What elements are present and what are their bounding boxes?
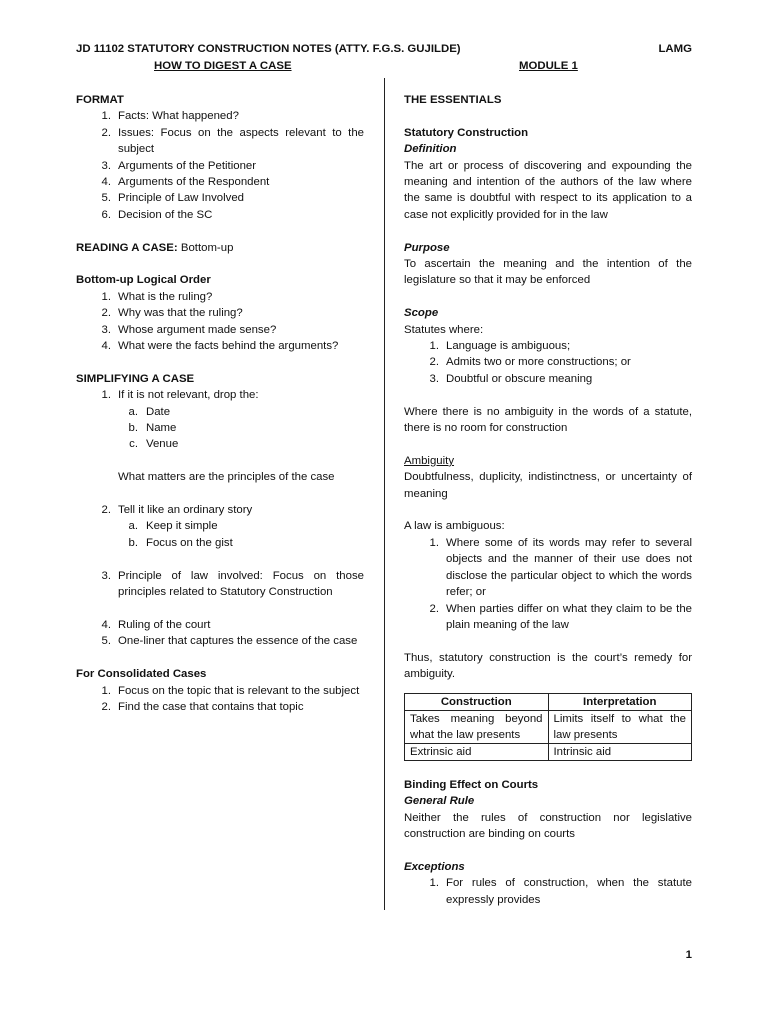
list-item: 6. Decision of the SC [101,208,213,221]
list-item: 4. What were the facts behind the arguments? [101,340,339,353]
definition-text: The art or process of discovering and expounding the meaning and intention of the authors of the law where the same is doubtful with respect to its application to a case not explicitly provided for in the law [404,159,692,221]
format-list [76,108,364,223]
list-item: 4. Ruling of the court [101,618,211,631]
purpose-text: To ascertain the meaning and the intention of the legislature so that it may be enforced [404,258,692,287]
list-item: 5. Principle of Law Involved [101,192,244,205]
no-ambiguity-text: Where there is no ambiguity in the words of a statute, there is no room for construction [404,405,692,435]
sub-list-item: b. Name [128,422,177,435]
list-item: 3. Principle of law involved: Focus on those principles related to Statutory Construction [101,569,364,599]
table-row [405,710,692,743]
ambiguity-heading: Ambiguity [404,454,455,467]
list-item: 4. Arguments of the Respondent [101,176,270,189]
table-cell: Takes meaning beyond what the law presents [405,710,549,743]
bottom-up-list [76,289,364,355]
scope-heading: Scope [404,307,439,320]
right-column-title: MODULE 1 [519,60,578,72]
list-item: 2. Why was that the ruling? [101,307,243,320]
list-item: 1. Facts: What happened? [101,110,239,123]
general-rule-text: Neither the rules of construction nor legislative construction are binding on courts [404,811,692,841]
general-rule-heading: General Rule [404,795,475,808]
sub-list-item: a. Keep it simple [128,520,218,533]
list-item: 1. If it is not relevant, drop the: [101,389,259,402]
list-item: 2. When parties differ on what they claim to be the plain meaning of the law [429,602,692,631]
list-item: 3. Whose argument made sense? [101,323,277,336]
left-column [76,92,364,715]
table-cell: Intrinsic aid [548,743,692,760]
list-item: 1. What is the ruling? [101,290,213,303]
essentials-heading: THE ESSENTIALS [404,94,502,106]
simplifying-list [76,387,364,649]
ambiguity-text: Doubtfulness, duplicity, indistinctness, or uncertainty of meaning [404,471,692,500]
exceptions-heading: Exceptions [404,860,465,873]
scope-intro: Statutes where: [404,323,484,336]
table-row [405,743,692,760]
list-item: 3. Arguments of the Petitioner [101,159,257,172]
left-column-title: HOW TO DIGEST A CASE [154,60,292,72]
bottom-up-heading: Bottom-up Logical Order [76,274,211,287]
table-header-row [405,693,692,710]
table-header: Construction [405,693,549,710]
sub-list-item: c. Venue [129,438,179,451]
sub-list-item: a. Date [128,405,171,418]
list-item: 1. Where some of its words may refer to several objects and the manner of their use does not disclose the particular object to which the words refer; or [429,536,692,599]
sub-list-item: b. Focus on the gist [128,536,233,549]
law-ambiguous-intro: A law is ambiguous: [404,520,505,533]
table-cell: Extrinsic aid [405,743,549,760]
definition-heading: Definition [404,143,457,156]
right-column [404,92,692,908]
list-item: 2. Issues: Focus on the aspects relevant to the subject [101,126,364,156]
thus-text: Thus, statutory construction is the court’s remedy for ambiguity. [404,651,692,681]
scope-list [404,338,692,387]
consolidated-list [76,683,364,716]
binding-effect-heading: Binding Effect on Courts [404,778,539,791]
list-item: 1. For rules of construction, when the statute expressly provides [429,877,692,906]
simplifying-heading: SIMPLIFYING A CASE [76,372,195,385]
format-heading: FORMAT [76,94,124,106]
exceptions-list [404,875,692,908]
list-item: 1. Focus on the topic that is relevant to the subject [101,684,360,697]
simplify-note: What matters are the principles of the case [118,471,335,484]
list-item: 5. One-liner that captures the essence of the case [101,635,358,648]
page-number: 1 [685,949,692,961]
table-cell: Limits itself to what the law presents [548,710,692,743]
purpose-heading: Purpose [404,241,450,254]
law-ambiguous-list [404,535,692,633]
construction-interpretation-table [404,693,692,761]
list-item: 2. Find the case that contains that topic [101,700,304,713]
table-header: Interpretation [548,693,692,710]
document-title: JD 11102 STATUTORY CONSTRUCTION NOTES (ATTY. F.G.S. GUJILDE) [76,43,461,55]
list-item: 1. Language is ambiguous; [429,340,571,353]
reading-a-case: READING A CASE: Bottom-up [76,241,234,254]
statutory-construction-heading: Statutory Construction [404,126,529,139]
author-initials: LAMG [658,43,692,55]
list-item: 3. Doubtful or obscure meaning [429,372,593,385]
column-divider [384,78,385,910]
consolidated-heading: For Consolidated Cases [76,668,207,681]
list-item: 2. Admits two or more constructions; or [429,356,631,369]
list-item: 2. Tell it like an ordinary story [101,504,253,517]
